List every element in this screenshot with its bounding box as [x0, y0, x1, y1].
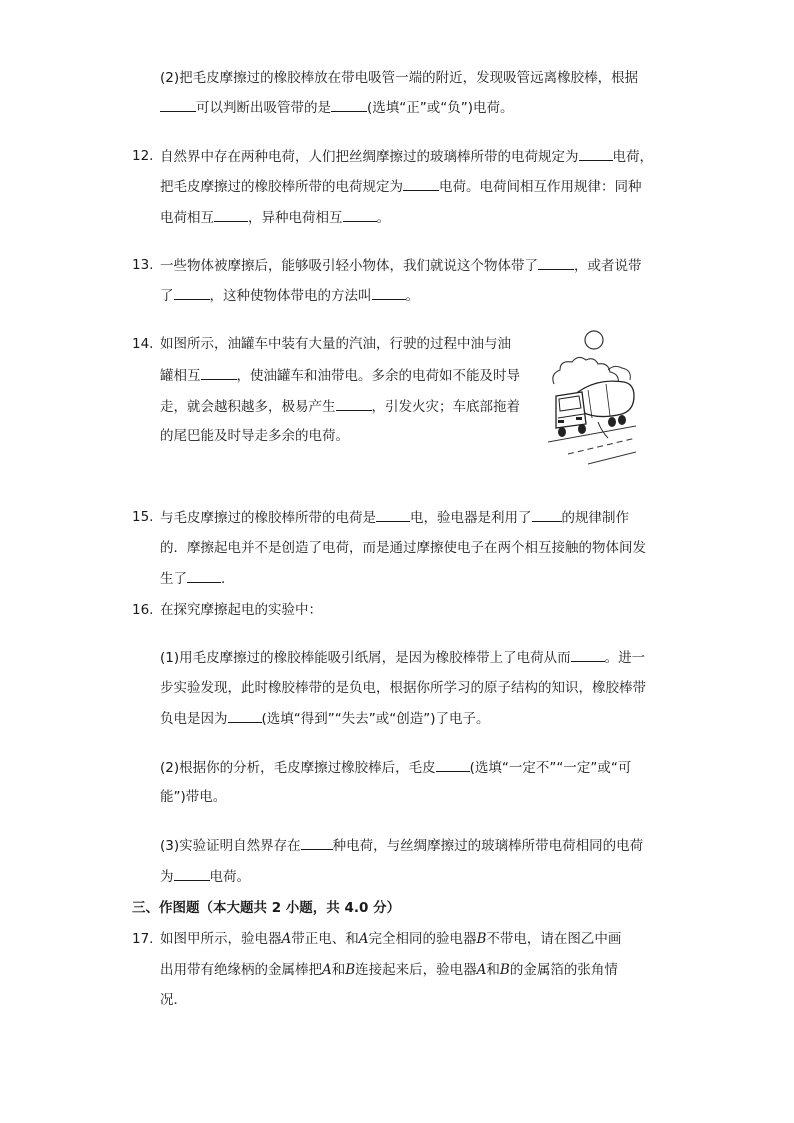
question-number-15: 15. [132, 509, 154, 525]
cloud-icon [608, 366, 630, 380]
answer-blank[interactable] [187, 568, 221, 583]
q11-part2-line2: 可以判断出吸管带的是 (选填“正”或“负”)电荷。 [160, 97, 514, 118]
answer-blank[interactable] [532, 507, 562, 522]
q15-line3: 生了 ． [160, 568, 235, 589]
wheel-icon [558, 427, 566, 437]
answer-blank[interactable] [336, 396, 372, 411]
answer-blank[interactable] [343, 207, 377, 222]
question-number-12: 12. [132, 148, 154, 164]
question-number-16: 16. [132, 602, 154, 618]
answer-blank[interactable] [228, 708, 262, 723]
q15-line2: 的．摩擦起电并不是创造了电荷，而是通过摩擦使电子在两个相互接触的物体间发 [160, 540, 646, 556]
ground-chain [598, 422, 608, 438]
q12-line2: 把毛皮摩擦过的橡胶棒所带的电荷规定为 电荷。电荷间相互作用规律：同种 [160, 176, 642, 197]
sun-icon [585, 331, 603, 349]
q16-intro: 在探究摩擦起电的实验中： [160, 602, 322, 618]
wheel-icon [618, 415, 626, 425]
answer-blank[interactable] [201, 365, 237, 380]
q16-part2-line1: (2)根据你的分析，毛皮摩擦过橡胶棒后，毛皮 (选填“一定不”“一定”或“可 [160, 757, 631, 778]
q16-part1-line1: (1)用毛皮摩擦过的橡胶棒能吸引纸屑，是因为橡胶棒带上了电荷从而 。进一 [160, 647, 645, 668]
oil-tanker-truck-illustration [548, 326, 636, 466]
q14-line2: 罐相互 ，使油罐车和油带电。多余的电荷如不能及时导 [160, 365, 520, 386]
q16-part3-line1: (3)实验证明自然界存在 种电荷，与丝绸摩擦过的玻璃棒所带电荷相同的电荷 [160, 835, 643, 856]
answer-blank[interactable] [571, 647, 605, 662]
q12-line3: 电荷相互 ，异种电荷相互 。 [160, 207, 390, 228]
q11-part2-line1: (2)把毛皮摩擦过的橡胶棒放在带电吸管一端的附近，发现吸管远离橡胶棒，根据 [160, 70, 639, 86]
answer-blank[interactable] [174, 285, 210, 300]
wheel-icon [608, 417, 616, 427]
answer-blank[interactable] [538, 255, 574, 270]
q17-line2: 出用带有绝缘柄的金属棒把A和B连接起来后，验电器A和B的金属箔的张角情 [160, 962, 618, 978]
answer-blank[interactable] [376, 507, 410, 522]
q17-line3: 况． [160, 992, 187, 1008]
q12-line1: 自然界中存在两种电荷，人们把丝绸摩擦过的玻璃棒所带的电荷规定为 电荷， [160, 146, 653, 167]
answer-blank[interactable] [331, 97, 367, 112]
answer-blank[interactable] [579, 146, 613, 161]
q14-line1: 如图所示，油罐车中装有大量的汽油，行驶的过程中油与油 [160, 336, 511, 352]
question-number-14: 14. [132, 336, 154, 352]
answer-blank[interactable] [160, 97, 196, 112]
q16-part3-line2: 为 电荷。 [160, 866, 250, 887]
q13-line1: 一些物体被摩擦后，能够吸引轻小物体，我们就说这个物体带了 ，或者说带 [160, 255, 642, 276]
question-number-13: 13. [132, 257, 154, 273]
q15-line1: 与毛皮摩擦过的橡胶棒所带的电荷是 电，验电器是利用了 的规律制作 [160, 507, 629, 528]
answer-blank[interactable] [436, 757, 470, 772]
wheel-icon [578, 424, 586, 434]
section-heading: 三、作图题（本大题共 2 小题，共 4.0 分） [132, 900, 401, 916]
q16-part1-line2: 步实验发现，此时橡胶棒带的是负电，根据你所学习的原子结构的知识，橡胶棒带 [160, 680, 646, 696]
q16-part2-line2: 能”)带电。 [160, 789, 227, 805]
q13-line2: 了 ，这种使物体带电的方法叫 。 [160, 285, 419, 306]
question-number-17: 17. [132, 931, 154, 947]
q16-part1-line3: 负电是因为 (选填“得到”“失去”或“创造”)了电子。 [160, 708, 490, 729]
q14-line3: 走，就会越积越多，极易产生 ，引发火灾；车底部拖着 [160, 396, 520, 417]
answer-blank[interactable] [174, 866, 210, 881]
q17-line1: 如图甲所示，验电器A带正电、和A完全相同的验电器B不带电，请在图乙中画 [160, 931, 622, 947]
answer-blank[interactable] [214, 207, 248, 222]
q14-line4: 的尾巴能及时导走多余的电荷。 [160, 428, 349, 444]
answer-blank[interactable] [301, 835, 333, 850]
answer-blank[interactable] [372, 285, 406, 300]
answer-blank[interactable] [403, 176, 439, 191]
